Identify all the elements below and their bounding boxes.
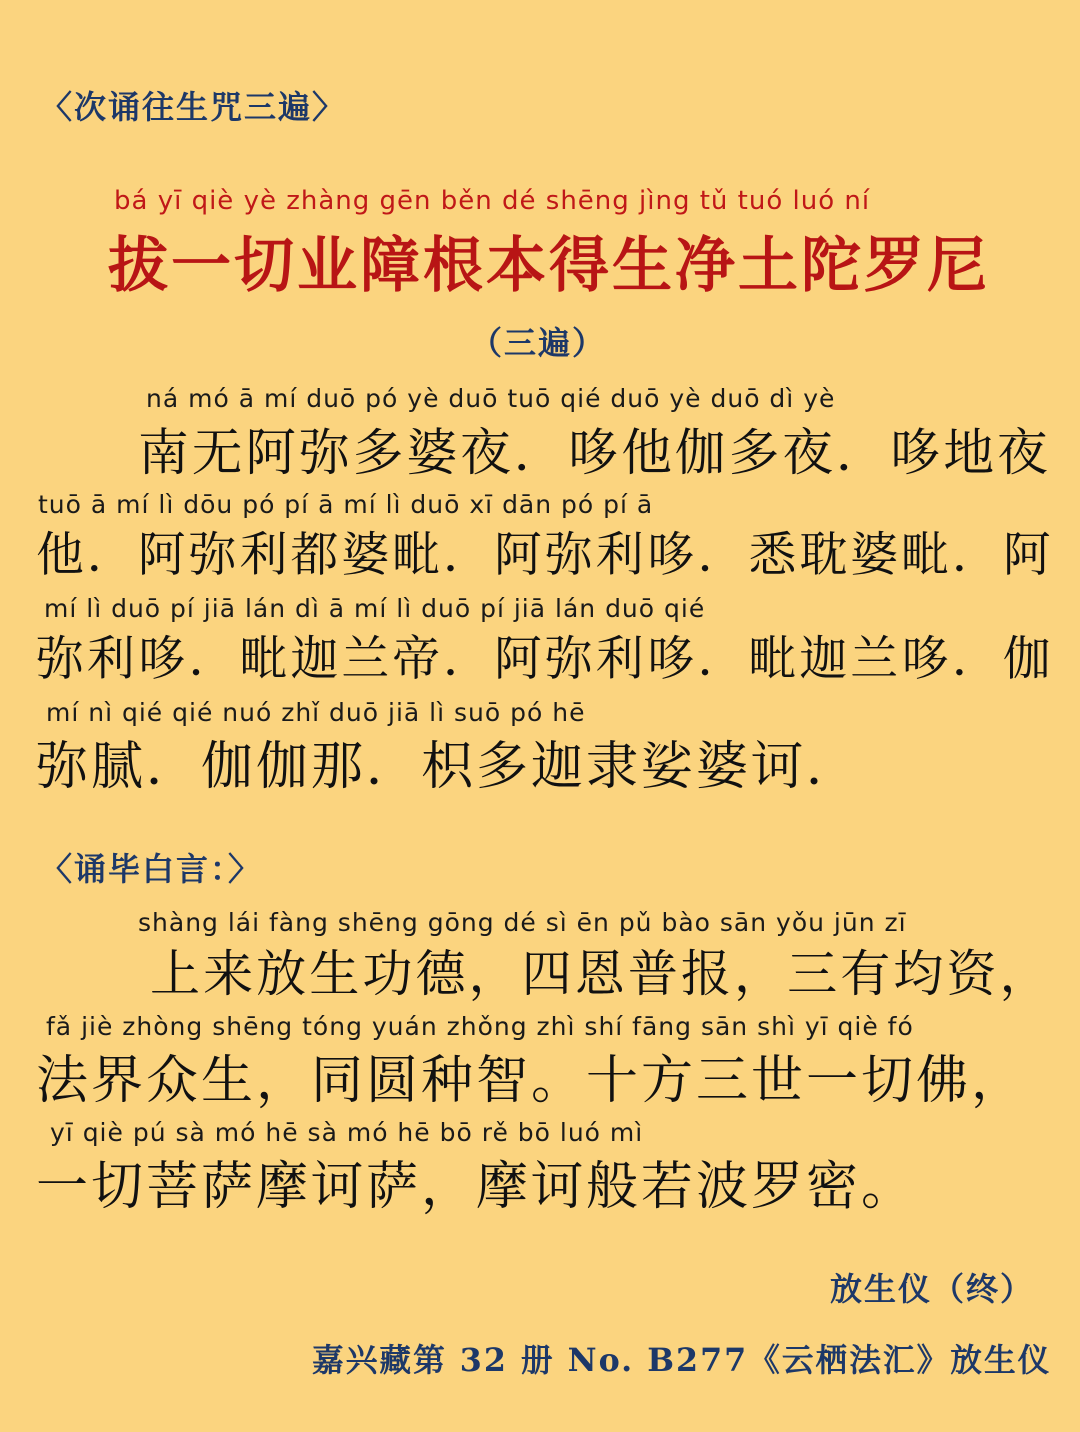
section-heading: 〈次诵往生咒三遍〉 [40, 88, 347, 126]
repeat-note: （三遍） [470, 324, 607, 362]
mantra-line-4: 弥腻．伽伽那．枳多迦隶娑婆诃． [36, 737, 862, 797]
source-citation: 嘉兴藏第 32 册 No. B277《云栖法汇》放生仪 [312, 1342, 1052, 1379]
closing-heading: 〈诵毕白言：〉 [40, 850, 263, 888]
mantra-line-2: 他．阿弥利都婆毗．阿弥利哆．悉耽婆毗．阿 [36, 528, 1054, 583]
mantra-line-3-pinyin: mí lì duō pí jiā lán dì ā mí lì duō pí jiā lán duō qié [44, 594, 706, 623]
mantra-title-pinyin: bá yī qiè yè zhàng gēn běn dé shēng jìng tǔ tuó luó ní [114, 186, 871, 216]
closing-line-2: 法界众生，同圆种智。十方三世一切佛， [36, 1051, 1027, 1111]
end-mark: 放生仪（终） [830, 1270, 1035, 1308]
closing-line-3-pinyin: yī qiè pú sà mó hē sà mó hē bō rě bō luó mì [50, 1118, 644, 1147]
closing-line-1: 上来放生功德，四恩普报，三有均资， [150, 944, 1053, 1003]
mantra-line-4-pinyin: mí nì qié qié nuó zhǐ duō jiā lì suō pó hē [46, 698, 586, 727]
mantra-line-1-pinyin: ná mó ā mí duō pó yè duō tuō qié duō yè duō dì yè [146, 384, 836, 413]
closing-line-3: 一切菩萨摩诃萨，摩诃般若波罗密。 [36, 1157, 917, 1217]
mantra-line-3: 弥利哆．毗迦兰帝．阿弥利哆．毗迦兰哆．伽 [36, 632, 1054, 687]
closing-line-1-pinyin: shàng lái fàng shēng gōng dé sì ēn pǔ bào sān yǒu jūn zī [138, 908, 907, 937]
mantra-line-2-pinyin: tuō ā mí lì dōu pó pí ā mí lì duō xī dān pó pí ā [38, 490, 654, 519]
closing-line-2-pinyin: fǎ jiè zhòng shēng tóng yuán zhǒng zhì shí fāng sān shì yī qiè fó [46, 1012, 914, 1041]
mantra-title: 拔一切业障根本得生净土陀罗尼 [108, 231, 990, 301]
mantra-line-1: 南无阿弥多婆夜．哆他伽多夜．哆地夜 [138, 423, 1051, 482]
